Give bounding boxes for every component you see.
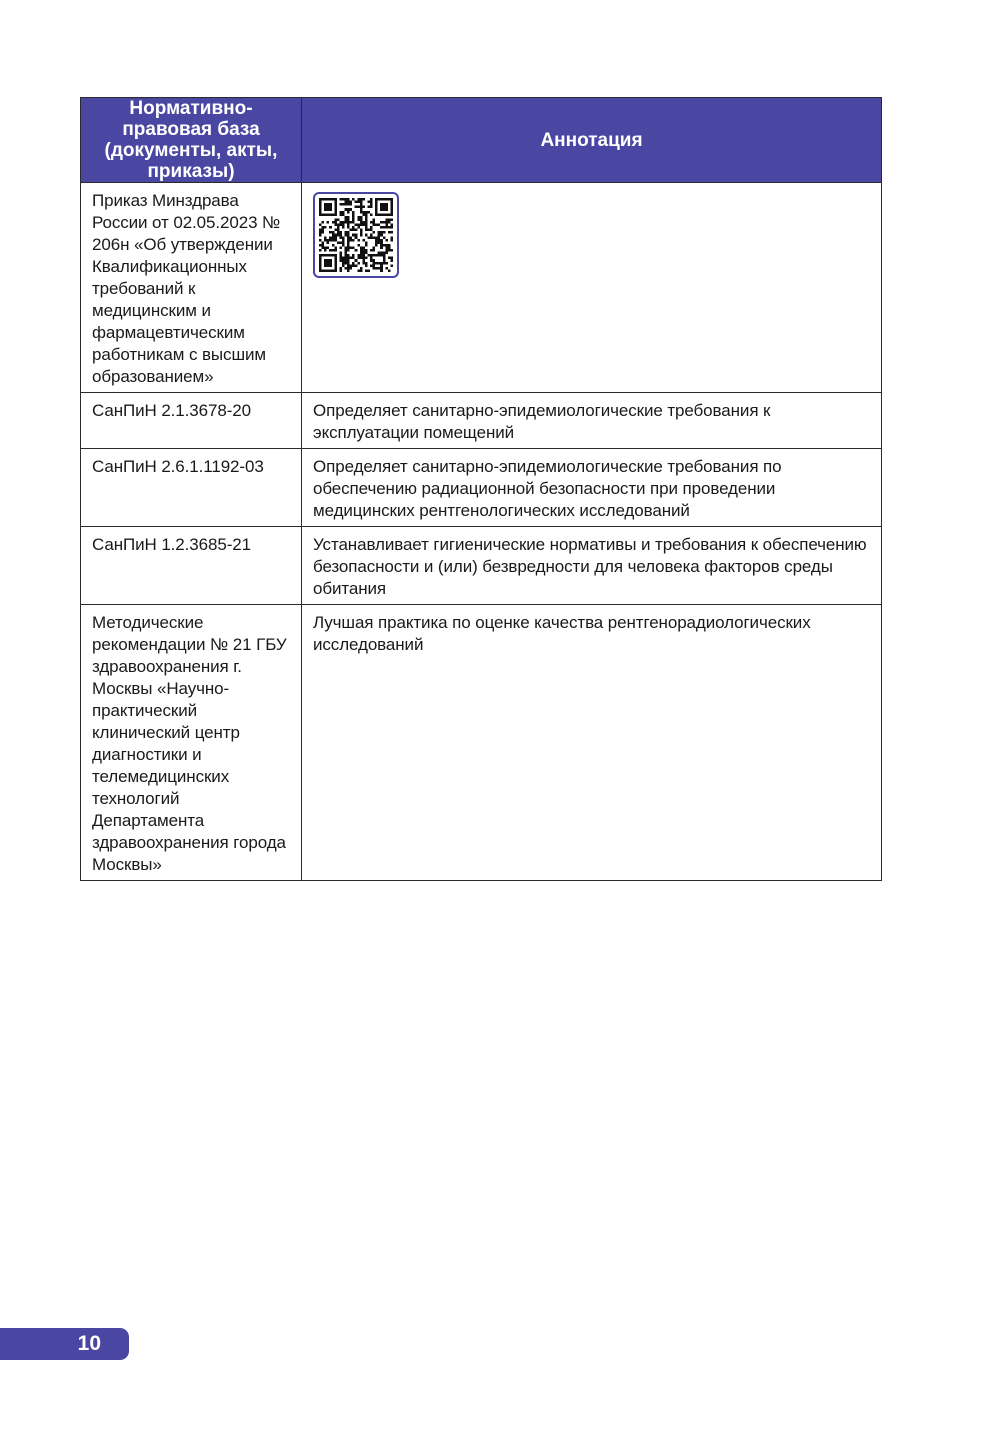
annotation-cell: Определяет санитарно-эпидемиологические требования к эксплуатации помещений: [302, 393, 882, 449]
table-row: [81, 449, 882, 527]
document-cell: Приказ Минздрава России от 02.05.2023 № 206н «Об утверждении Квалификационных требований к медицинским и фармацевтическим работникам с высшим образованием»: [81, 183, 302, 393]
header-documents: Нормативно-правовая база (документы, акты, приказы): [81, 98, 302, 183]
table-row: [81, 605, 882, 881]
table-row: [81, 393, 882, 449]
annotation-cell: [302, 183, 882, 393]
table-row: [81, 183, 882, 393]
document-cell: СанПиН 2.6.1.1192-03: [81, 449, 302, 527]
page-number-badge: 10: [0, 1328, 129, 1360]
document-cell: Методические рекомендации № 21 ГБУ здравоохранения г. Москвы «Научно-практический клинический центр диагностики и телемедицинских технологий Департамента здравоохранения города Москвы»: [81, 605, 302, 881]
header-annotation: Аннотация: [302, 98, 882, 183]
document-cell: СанПиН 1.2.3685-21: [81, 527, 302, 605]
annotation-cell: Лучшая практика по оценке качества рентгенорадиологических исследований: [302, 605, 882, 881]
regulatory-table: [80, 97, 882, 881]
annotation-cell: Определяет санитарно-эпидемиологические требования по обеспечению радиационной безопасности при проведении медицинских рентгенологических исследований: [302, 449, 882, 527]
table-header-row: [81, 98, 882, 183]
table-row: [81, 527, 882, 605]
annotation-cell: Устанавливает гигиенические нормативы и требования к обеспечению безопасности и (или) безвредности для человека факторов среды обитания: [302, 527, 882, 605]
qr-code-icon[interactable]: [313, 192, 399, 278]
document-cell: СанПиН 2.1.3678-20: [81, 393, 302, 449]
